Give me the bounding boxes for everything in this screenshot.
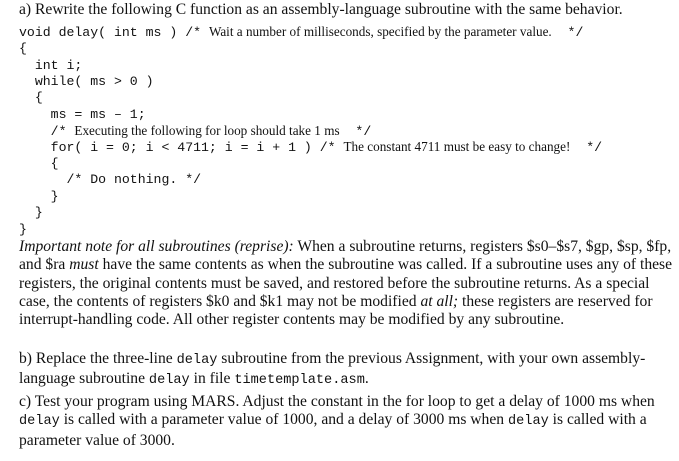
- note-text: When a subroutine returns, registers $s0–$s7, $gp, $sp, $fp, and $ra: [19, 238, 672, 274]
- code-text: for( i = 0; i < 4711; i = i + 1 ) /*: [19, 140, 344, 155]
- code-text: */: [339, 124, 372, 139]
- inline-code: delay: [507, 414, 549, 430]
- code-text: void delay( int ms ) /*: [19, 25, 209, 40]
- code-line: while( ms > 0 ): [19, 74, 154, 89]
- code-line: /* Do nothing. */: [19, 172, 202, 187]
- part-c-text: is called with a parameter value of 1000, and a delay of 3000 ms when: [59, 411, 508, 429]
- note-text: have the same contents as when the subroutine was called. If a subroutine uses any of these registers, the original contents must be saved, and restored before the subroutine returns. As a special case, the contents of registers $k0 and $k1 may not be modified: [19, 256, 673, 310]
- part-a-heading: a) Rewrite the following C function as an assembly-language subroutine with the same behavior.: [19, 1, 623, 18]
- code-line: {: [19, 90, 43, 105]
- code-line: }: [19, 205, 43, 220]
- part-c: [19, 393, 673, 450]
- code-line: }: [19, 189, 59, 204]
- inline-code: delay: [148, 373, 190, 389]
- code-line: [19, 138, 602, 156]
- part-c-text: is called with a parameter value of 3000.: [19, 411, 647, 449]
- code-line: {: [19, 156, 59, 171]
- inline-code: delay: [19, 414, 60, 430]
- code-line: int i;: [19, 58, 83, 73]
- code-line: [19, 23, 583, 41]
- code-text: */: [570, 140, 603, 155]
- part-b-text: .: [364, 370, 369, 388]
- code-text: */: [551, 25, 584, 40]
- important-note: [19, 238, 673, 329]
- code-line: ms = ms – 1;: [19, 107, 146, 122]
- part-c-text: c) Test your program using MARS. Adjust the constant in the for loop to get a delay of 1000 ms when: [19, 393, 655, 410]
- code-comment: Wait a number of milliseconds, specified by the parameter value.: [208, 24, 552, 39]
- part-b-text: in file: [189, 370, 235, 388]
- part-b-text: subroutine from the previous Assignment, with your own assembly-language subroutine: [19, 350, 646, 388]
- inline-code: timetemplate.asm: [234, 373, 365, 389]
- inline-code: delay: [176, 353, 218, 368]
- part-b-text: b) Replace the three-line: [19, 350, 177, 367]
- note-text: these registers are reserved for interrupt-handling code. All other register contents may be modified by any subroutine.: [19, 292, 653, 329]
- note-emphasis: at all;: [420, 292, 459, 310]
- code-comment: The constant 4711 must be easy to change!: [343, 139, 571, 154]
- note-emphasis: must: [69, 256, 99, 274]
- code-comment: Executing the following for loop should take 1 ms: [74, 123, 340, 138]
- code-line: }: [19, 222, 27, 237]
- code-line: {: [19, 41, 27, 56]
- code-text: /*: [19, 124, 75, 139]
- part-b: [19, 350, 673, 391]
- note-label: Important note for all subroutines (reprise):: [19, 238, 294, 255]
